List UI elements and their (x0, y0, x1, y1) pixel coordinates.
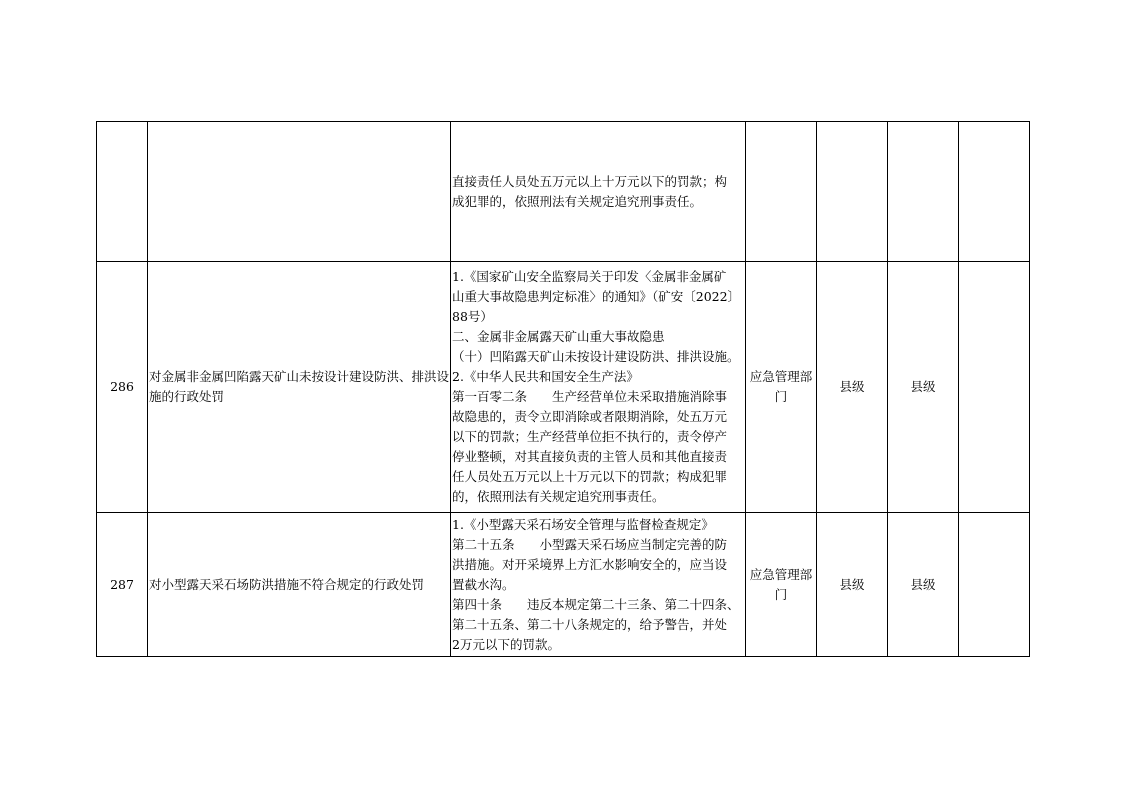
basis-line: （十）凹陷露天矿山未按设计建设防洪、排洪设施。 (452, 349, 740, 364)
level (817, 122, 888, 262)
penalty-table (96, 121, 1030, 657)
basis-line: 第四十条 违反本规定第二十三条、第二十四条、 (452, 596, 740, 612)
basis-line: 2.《中华人民共和国安全生产法》 (452, 369, 639, 384)
basis-line: 的，依照刑法有关规定追究刑事责任。 (452, 489, 665, 504)
item-name: 对小型露天采石场防洪措施不符合规定的行政处罚 (148, 513, 451, 657)
basis-line: 置截水沟。 (452, 576, 515, 592)
table-row (97, 513, 1030, 657)
remarks (959, 122, 1030, 262)
basis-line: 山重大事故隐患判定标准〉的通知》（矿安〔2022〕 (452, 289, 741, 304)
row-number (97, 122, 148, 262)
basis-line: 洪措施。对开采境界上方汇水影响安全的，应当设 (452, 556, 728, 572)
level-secondary: 县级 (888, 262, 959, 513)
basis-line: 第一百零二条 生产经营单位未采取措施消除事 (452, 389, 728, 404)
basis-line: 2万元以下的罚款。 (452, 636, 560, 652)
basis-line: 停业整顿，对其直接负责的主管人员和其他直接责 (452, 449, 728, 464)
basis-line: 1.《国家矿山安全监察局关于印发〈金属非金属矿 (452, 269, 727, 284)
legal-basis (451, 513, 746, 657)
basis-line: 第二十五条、第二十八条规定的，给予警告，并处 (452, 616, 728, 632)
level: 县级 (817, 262, 888, 513)
department: 应急管理部门 (746, 513, 817, 657)
row-number: 287 (97, 513, 148, 657)
basis-line: 任人员处五万元以上十万元以下的罚款；构成犯罪 (452, 469, 728, 484)
legal-basis (451, 122, 746, 262)
legal-basis (451, 262, 746, 513)
item-name (148, 122, 451, 262)
basis-line: 第二十五条 小型露天采石场应当制定完善的防 (452, 536, 728, 552)
basis-line: 直接责任人员处五万元以上十万元以下的罚款；构 (452, 173, 728, 189)
department (746, 122, 817, 262)
remarks (959, 513, 1030, 657)
basis-line: 88号） (452, 309, 493, 324)
basis-line: 二、金属非金属露天矿山重大事故隐患 (452, 329, 665, 344)
table-row (97, 122, 1030, 262)
level-secondary: 县级 (888, 513, 959, 657)
department: 应急管理部门 (746, 262, 817, 513)
level: 县级 (817, 513, 888, 657)
level-secondary (888, 122, 959, 262)
remarks (959, 262, 1030, 513)
basis-line: 成犯罪的，依照刑法有关规定追究刑事责任。 (452, 193, 703, 209)
basis-line: 故隐患的，责令立即消除或者限期消除，处五万元 (452, 409, 728, 424)
basis-line: 1.《小型露天采石场安全管理与监督检查规定》 (452, 516, 714, 532)
row-number: 286 (97, 262, 148, 513)
table-row (97, 262, 1030, 513)
item-name: 对金属非金属凹陷露天矿山未按设计建设防洪、排洪设施的行政处罚 (148, 262, 451, 513)
basis-line: 以下的罚款；生产经营单位拒不执行的，责令停产 (452, 429, 728, 444)
